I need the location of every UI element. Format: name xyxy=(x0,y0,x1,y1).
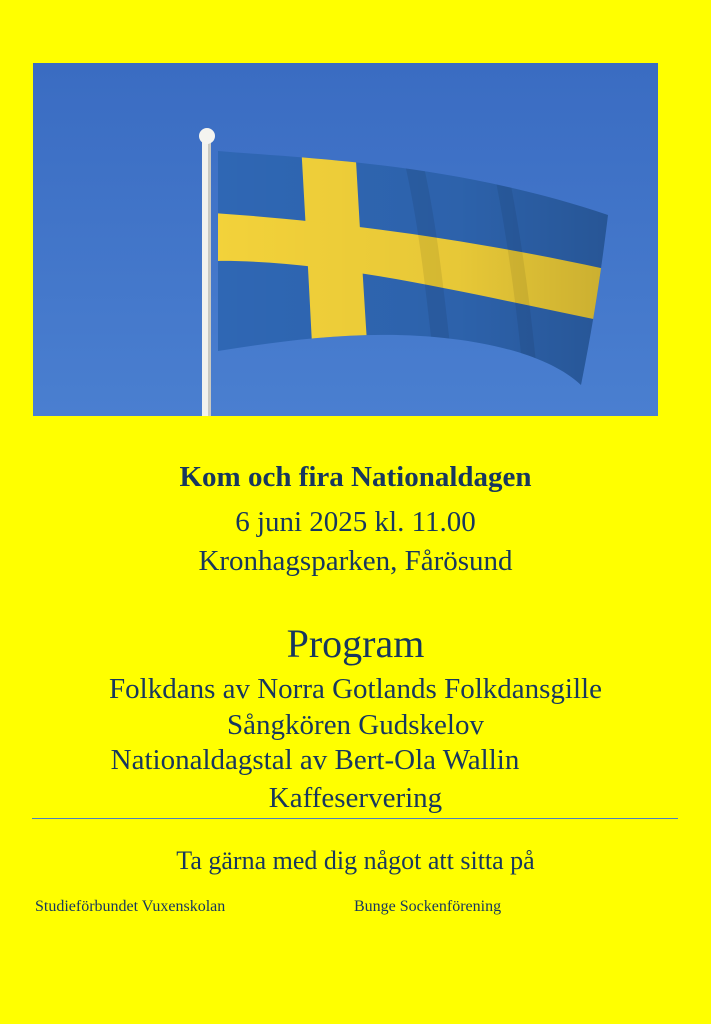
sponsor-name: Studieförbundet Vuxenskolan xyxy=(35,898,226,915)
swedish-flag-icon xyxy=(33,63,658,416)
program-item: Folkdans av Norra Gotlands Folkdansgille xyxy=(109,673,602,705)
event-datetime: 6 juni 2025 kl. 11.00 xyxy=(235,506,476,538)
flag-photo xyxy=(33,63,658,416)
program-item: Kaffeservering xyxy=(268,782,443,814)
event-title: Kom och fira Nationaldagen xyxy=(179,461,532,493)
bring-note: Ta gärna med dig något att sitta på xyxy=(176,846,535,875)
program-item: Sångkören Gudskelov xyxy=(227,709,484,741)
program-item: Nationaldagstal av Bert-Ola Wallin xyxy=(110,744,520,776)
event-location: Kronhagsparken, Fårösund xyxy=(198,545,513,577)
divider xyxy=(32,818,678,819)
program-heading: Program xyxy=(286,621,425,666)
sponsor-name: Bunge Sockenförening xyxy=(354,898,502,915)
